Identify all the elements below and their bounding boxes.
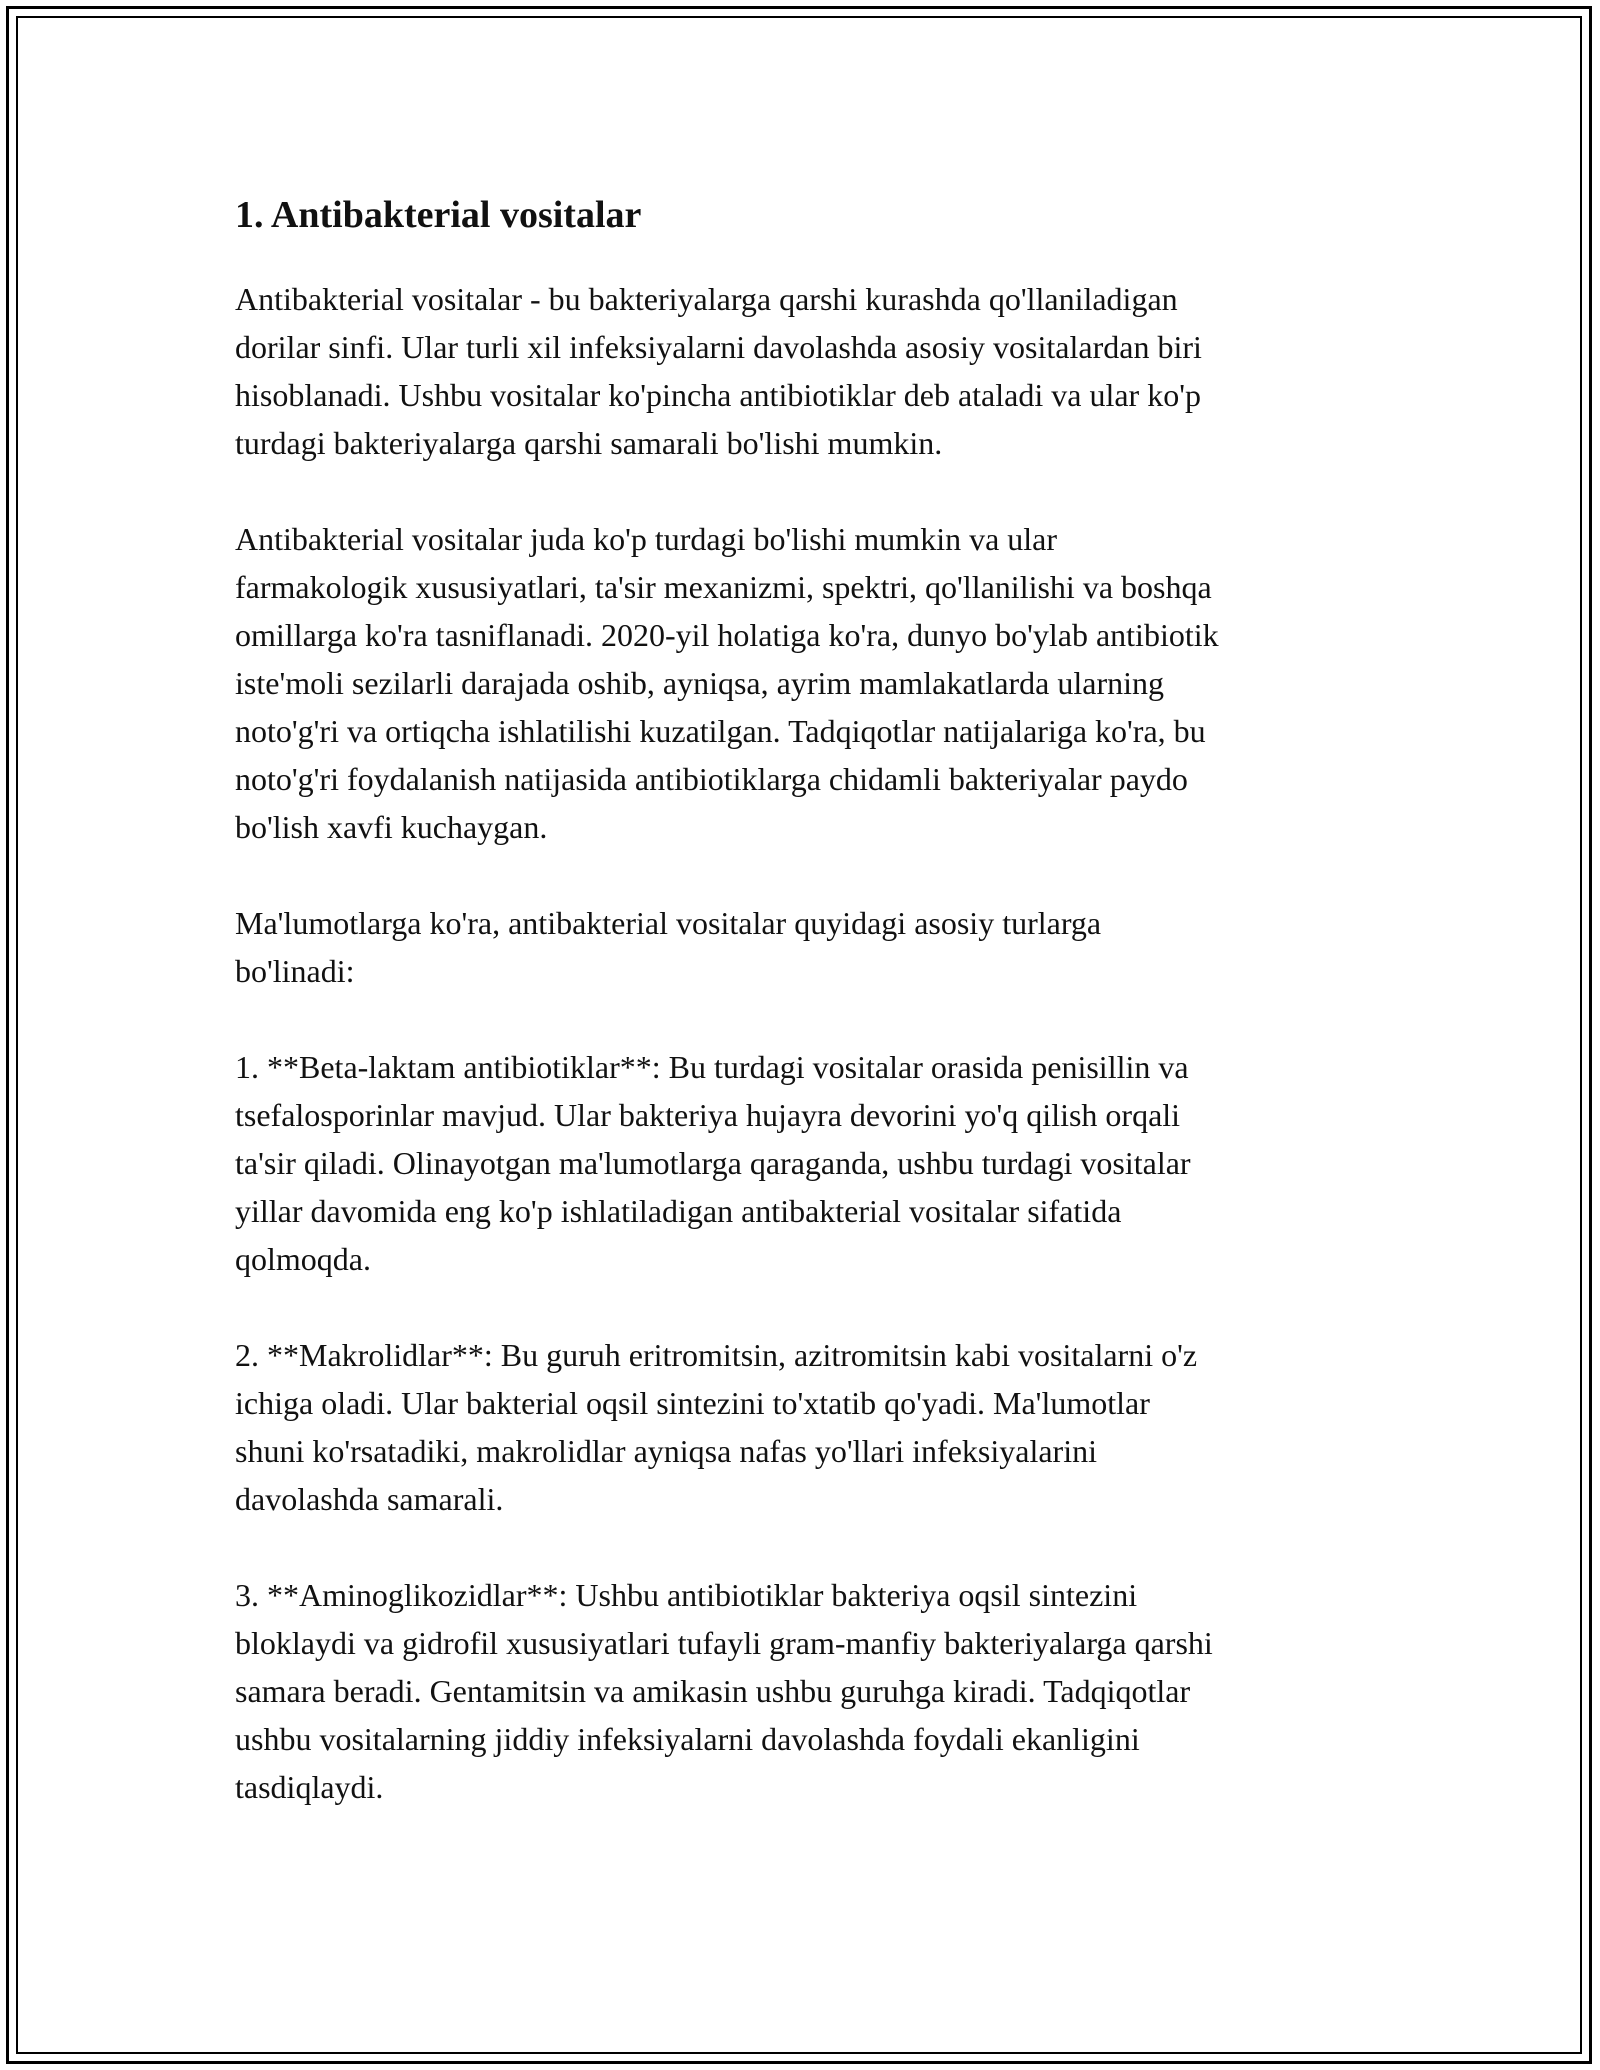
document-body <box>235 183 1385 1859</box>
list-item-beta-lactam: 1. **Beta-laktam antibiotiklar**: Bu turdagi vositalar orasida penisillin va tsefalosporinlar mavjud. Ular bakteriya hujayra devorini yo'q qilish orqali ta'sir qiladi. Olinayotgan ma'lumotlarga qaraganda, ushbu turdagi vositalar yillar davomida eng ko'p ishlatiladigan antibakterial vositalar sifatida qolmoqda. <box>235 1049 1191 1277</box>
paragraph-intro: Antibakterial vositalar - bu bakteriyalarga qarshi kurashda qo'llaniladigan dorilar sinfi. Ular turli xil infeksiyalarni davolashda asosiy vositalardan biri hisoblanadi. Ushbu vositalar ko'pincha antibiotiklar deb ataladi va ular ko'p turdagi bakteriyalarga qarshi samarali bo'lishi mumkin. <box>235 281 1202 461</box>
list-item-aminoglycosides: 3. **Aminoglikozidlar**: Ushbu antibiotiklar bakteriya oqsil sintezini bloklaydi va gidrofil xususiyatlari tufayli gram-manfiy bakteriyalarga qarshi samara beradi. Gentamitsin va amikasin ushbu guruhga kiradi. Tadqiqotlar ushbu vositalarning jiddiy infeksiyalarni davolashda foydali ekanligini tasdiqlaydi. <box>235 1577 1213 1805</box>
section-heading: 1. Antibakterial vositalar <box>235 194 642 236</box>
list-item-macrolides: 2. **Makrolidlar**: Bu guruh eritromitsin, azitromitsin kabi vositalarni o'z ichiga oladi. Ular bakterial oqsil sintezini to'xtatib qo'yadi. Ma'lumotlar shuni ko'rsatadiki, makrolidlar ayniqsa nafas yo'llari infeksiyalarini davolashda samarali. <box>235 1337 1198 1517</box>
paragraph-classification: Antibakterial vositalar juda ko'p turdagi bo'lishi mumkin va ular farmakologik xususiyatlari, ta'sir mexanizmi, spektri, qo'llanilishi va boshqa omillarga ko'ra tasniflanadi. 2020-yil holatiga ko'ra, dunyo bo'ylab antibiotik iste'moli sezilarli darajada oshib, ayniqsa, ayrim mamlakatlarda ularning noto'g'ri va ortiqcha ishlatilishi kuzatilgan. Tadqiqotlar natijalariga ko'ra, bu noto'g'ri foydalanish natijasida antibiotiklarga chidamli bakteriyalar paydo bo'lish xavfi kuchaygan. <box>235 521 1219 845</box>
paragraph-types-intro: Ma'lumotlarga ko'ra, antibakterial vositalar quyidagi asosiy turlarga bo'linadi: <box>235 905 1102 989</box>
